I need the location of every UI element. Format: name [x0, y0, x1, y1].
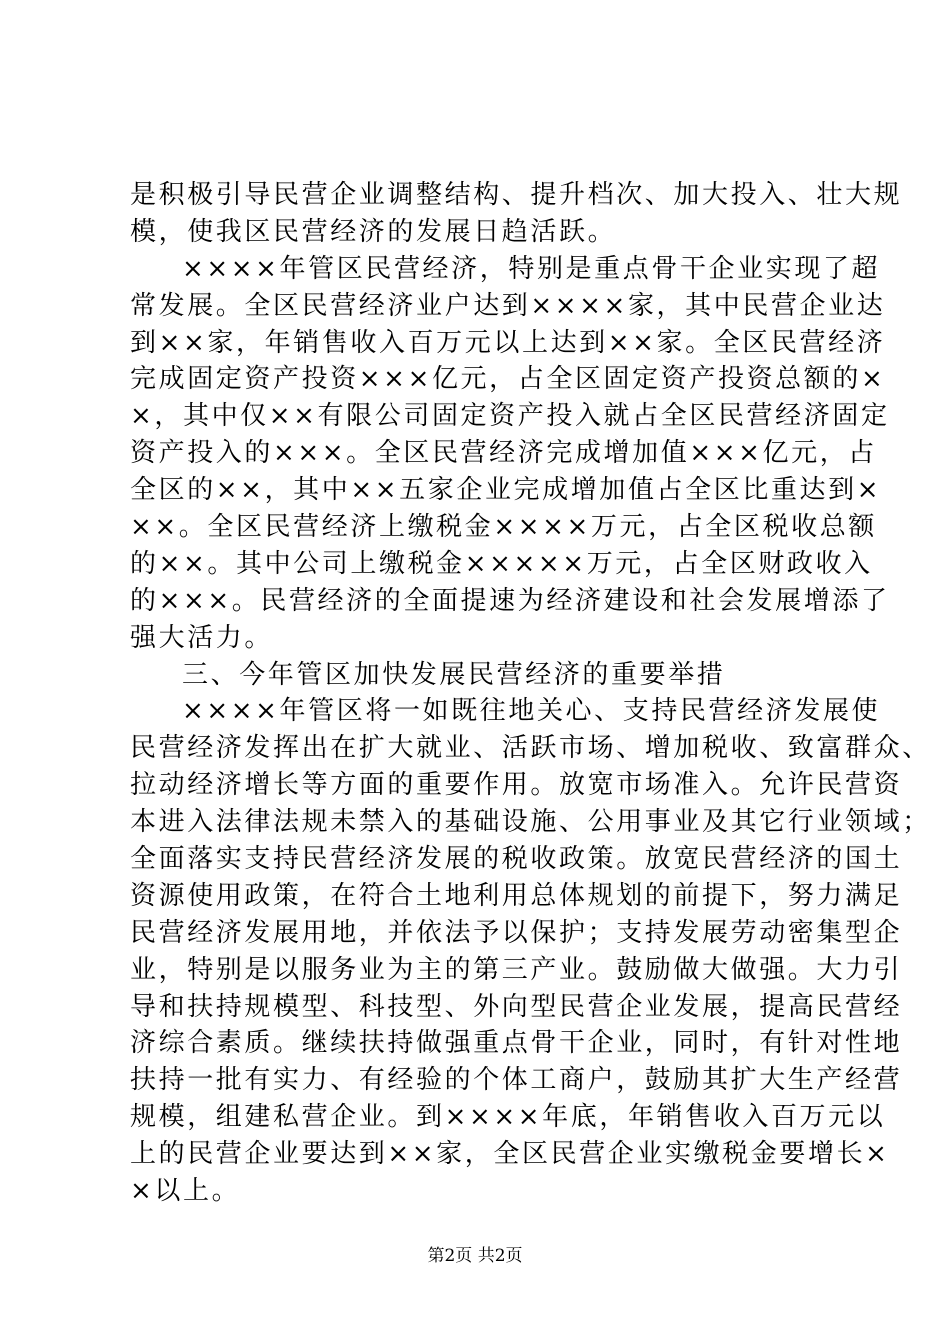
- text-line: 强大活力。: [130, 622, 274, 653]
- text-line: 规模，组建私营企业。到××××年底，年销售收入百万元以: [130, 1102, 886, 1133]
- text-line: ×以上。: [130, 1176, 241, 1207]
- text-line: 资产投入的×××。全区民营经济完成增加值×××亿元，占: [130, 438, 877, 469]
- text-line: 常发展。全区民营经济业户达到××××家，其中民营企业达: [130, 290, 886, 321]
- text-line: 导和扶持规模型、科技型、外向型民营企业发展，提高民营经: [130, 991, 903, 1022]
- text-line: 本进入法律法规未禁入的基础设施、公用事业及其它行业领域；: [130, 807, 931, 838]
- paragraph-start-line: ××××年管区将一如既往地关心、支持民营经济发展使: [182, 696, 881, 727]
- text-line: ×，其中仅××有限公司固定资产投入就占全区民营经济固定: [130, 401, 890, 432]
- text-line: 业，特别是以服务业为主的第三产业。鼓励做大做强。大力引: [130, 954, 903, 985]
- text-line: 的××。其中公司上缴税金×××××万元，占全区财政收入: [130, 548, 873, 579]
- text-line: 模，使我区民营经济的发展日趋活跃。: [130, 216, 617, 247]
- paragraph-start-line: ××××年管区民营经济，特别是重点骨干企业实现了超: [182, 253, 881, 284]
- text-line: 到××家，年销售收入百万元以上达到××家。全区民营经济: [130, 327, 886, 358]
- text-line: 民营经济发展用地，并依法予以保护；支持发展劳动密集型企: [130, 917, 903, 948]
- text-line: 全区的××，其中××五家企业完成增加值占全区比重达到×: [130, 475, 882, 506]
- text-line: 完成固定资产投资×××亿元，占全区固定资产投资总额的×: [130, 364, 886, 395]
- section-heading: 三、今年管区加快发展民营经济的重要举措: [182, 659, 726, 690]
- text-line: 拉动经济增长等方面的重要作用。放宽市场准入。允许民营资: [130, 770, 903, 801]
- text-line: 的×××。民营经济的全面提速为经济建设和社会发展增添了: [130, 585, 890, 616]
- text-line: 民营经济发挥出在扩大就业、活跃市场、增加税收、致富群众、: [130, 733, 931, 764]
- text-line: 扶持一批有实力、有经验的个体工商户，鼓励其扩大生产经营: [130, 1065, 903, 1096]
- text-line: 济综合素质。继续扶持做强重点骨干企业，同时，有针对性地: [130, 1028, 903, 1059]
- page-number-footer: 第2页 共2页: [427, 1246, 523, 1266]
- text-line: 全面落实支持民营经济发展的税收政策。放宽民营经济的国土: [130, 844, 903, 875]
- body-text: [130, 177, 931, 1210]
- text-line: 上的民营企业要达到××家，全区民营企业实缴税金要增长×: [130, 1139, 890, 1170]
- text-line: 资源使用政策，在符合土地利用总体规划的前提下，努力满足: [130, 880, 903, 911]
- text-line: 是积极引导民营企业调整结构、提升档次、加大投入、壮大规: [130, 180, 903, 210]
- text-line: ××。全区民营经济上缴税金××××万元，占全区税收总额: [130, 512, 877, 543]
